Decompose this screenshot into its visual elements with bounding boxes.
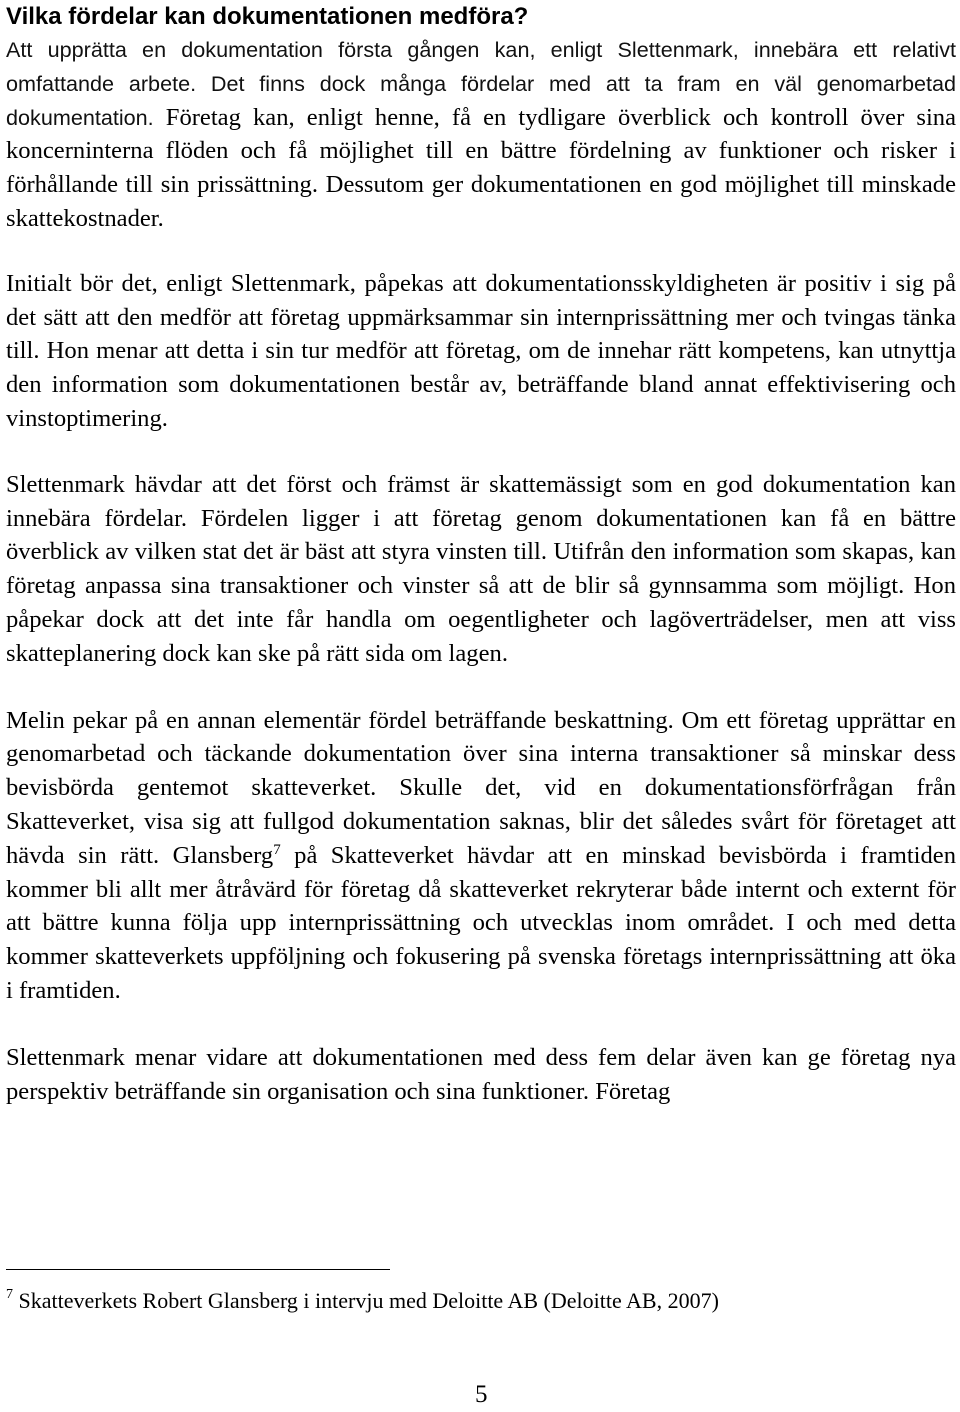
section-heading: Vilka fördelar kan dokumentationen medföra?	[6, 3, 529, 30]
paragraph-burden-of-proof	[6, 704, 956, 1008]
footnote-reference: 7	[273, 841, 281, 858]
paragraph-advantages-intro	[6, 33, 956, 236]
document-page	[6, 0, 956, 1408]
paragraph-perspectives: Slettenmark menar vidare att dokumentationen med dess fem delar även kan ge företag nya perspektiv beträffande sin organisation och sina funktioner. Företag	[6, 1043, 956, 1105]
paragraph-initial-positive: Initialt bör det, enligt Slettenmark, påpekas att dokumentationsskyldigheten är positiv i sig på det sätt att den medför att företag uppmärksammar sin internprissättning mer och tvingas tänka till. Hon menar att detta i sin tur medför att företag, om de innehar rätt kompetens, kan utnyttja den information som dokumentationen består av, beträffande bland annat effektivisering och vinstoptimering.	[6, 269, 956, 432]
footnote-text: Skatteverkets Robert Glansberg i intervju med Deloitte AB (Deloitte AB, 2007)	[13, 1288, 719, 1313]
paragraph-burden-text-before: Melin pekar på en annan elementär fördel beträffande beskattning. Om ett företag upprättar en genomarbetad och täckande dokumentation över sina interna transaktioner så minskar dess bevisbörda gentemot skatteverket. Skulle det, vid en dokumentationsförfrågan från Skatteverket, visa sig att fullgod dokumentation saknas, blir det således svårt för företaget att hävda sin rätt. Glansberg	[6, 706, 956, 869]
footnote-number: 7	[6, 1287, 13, 1302]
paragraph-intro-serif-text: Företag kan, enligt henne, få en tydligare överblick och kontroll över sina koncerninterna flöden och få möjlighet till en bättre fördelning av funktioner och risker i förhållande till sin prissättning. Dessutom ger dokumentationen en god möjlighet till minskade skattekostnader.	[6, 103, 956, 232]
paragraph-burden-text-after: på Skatteverket hävdar att en minskad bevisbörda i framtiden kommer bli allt mer åtråvärd för företag då skatteverket rekryterar både internt och externt för att bättre kunna följa upp internprissättning och utvecklas inom området. I och med detta kommer skatteverkets uppföljning och fokusering på svenska företags internprissättning att öka i framtiden.	[6, 841, 956, 1004]
footnote	[6, 1286, 719, 1316]
page-number: 5	[475, 1381, 488, 1408]
paragraph-intro-sans-text: Att upprätta en dokumentation första gången kan, enligt Slettenmark, innebära ett relativt omfattande arbete. Det finns dock många fördelar med att ta fram en väl genomarbetad dokumentation.	[6, 37, 956, 130]
footnote-divider	[6, 1269, 390, 1270]
paragraph-tax-advantage: Slettenmark hävdar att det först och främst är skattemässigt som en god dokumentation kan innebära fördelar. Fördelen ligger i att företag genom dokumentationen kan få en bättre överblick av vilken stat det är bäst att styra vinsten till. Utifrån den information som skapas, kan företag anpassa sina transaktioner och vinster så att de blir så gynnsamma som möjligt. Hon påpekar dock att det inte får handla om oegentligheter och lagöverträdelser, men att viss skatteplanering dock kan ske på rätt sida om lagen.	[6, 470, 956, 667]
